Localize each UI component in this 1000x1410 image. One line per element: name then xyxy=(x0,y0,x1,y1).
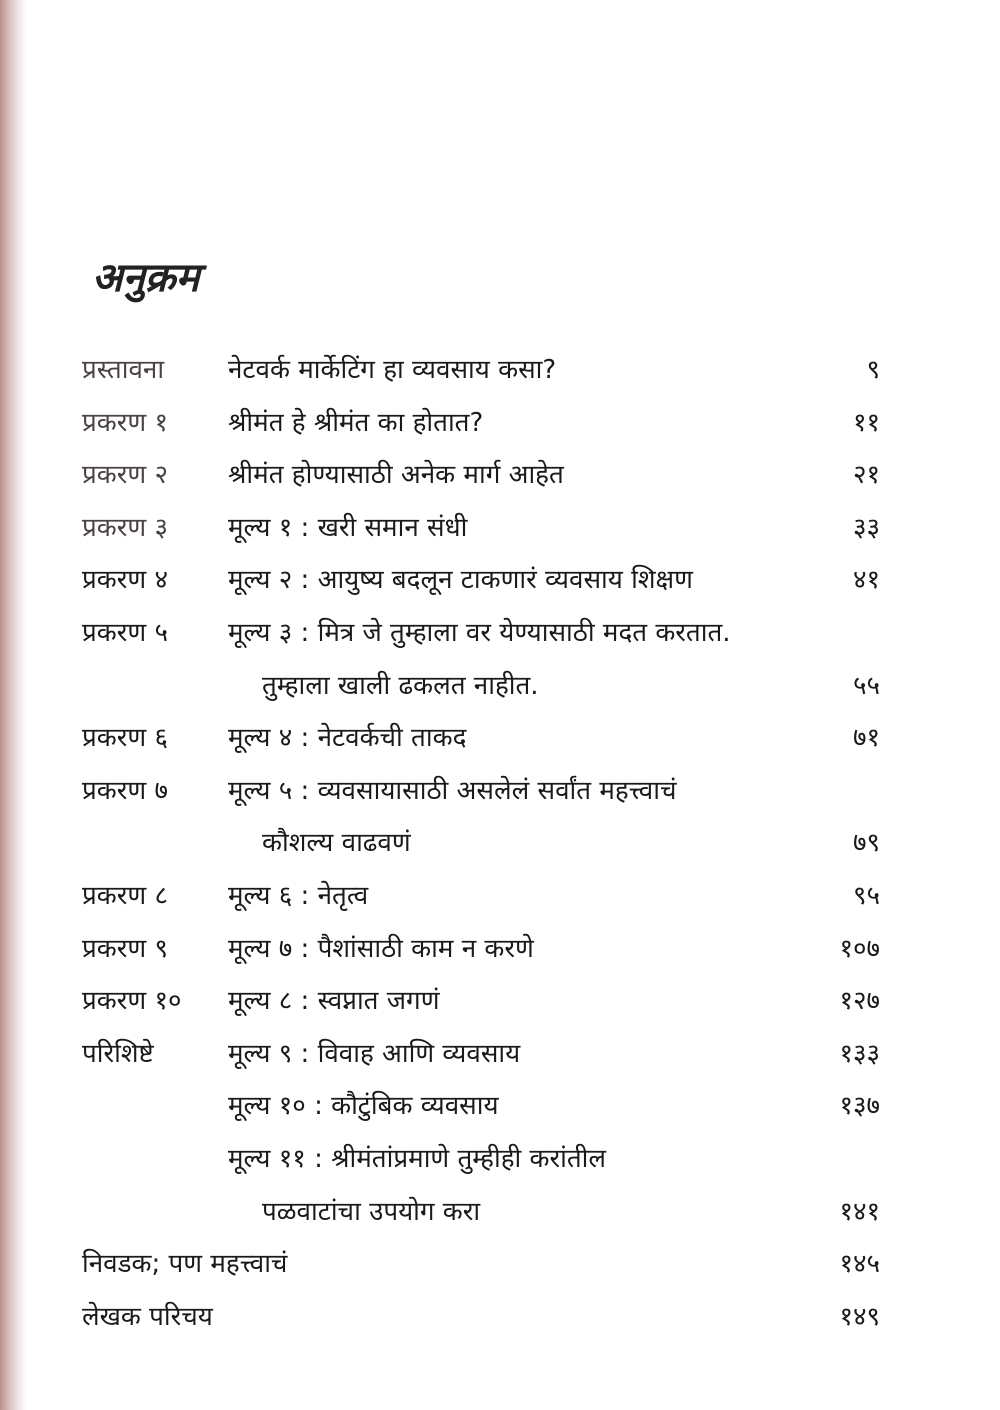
toc-title: मूल्य ५ : व्यवसायासाठी असलेलं सर्वांत महत्त्वाचं xyxy=(228,775,677,806)
toc-title: मूल्य १ : खरी समान संधी xyxy=(228,512,468,543)
toc-page-number: १३७ xyxy=(839,1091,880,1122)
toc-row-chapter-2 xyxy=(0,455,1000,508)
toc-title-continuation: कौशल्य वाढवणं xyxy=(262,828,411,859)
toc-page-number: ४१ xyxy=(852,565,880,596)
toc-label: प्रकरण १ xyxy=(82,407,168,438)
toc-label: प्रकरण ७ xyxy=(82,775,168,806)
toc-row-chapter-5-continued xyxy=(0,666,1000,719)
toc-title: लेखक परिचय xyxy=(82,1301,213,1332)
toc-title: श्रीमंत होण्यासाठी अनेक मार्ग आहेत xyxy=(228,460,564,491)
toc-row-chapter-1 xyxy=(0,403,1000,456)
toc-row-preface xyxy=(0,350,1000,403)
toc-heading: अनुक्रम xyxy=(92,254,200,301)
toc-row-chapter-8 xyxy=(0,876,1000,929)
toc-page-number: ३३ xyxy=(852,512,880,543)
toc-title: श्रीमंत हे श्रीमंत का होतात? xyxy=(228,407,484,438)
toc-row-chapter-7 xyxy=(0,771,1000,824)
toc-title: मूल्य ८ : स्वप्नात जगणं xyxy=(228,986,440,1017)
toc-label: प्रकरण ४ xyxy=(82,565,168,596)
toc-title: मूल्य १० : कौटुंबिक व्यवसाय xyxy=(228,1091,499,1122)
toc-title: मूल्य ३ : मित्र जे तुम्हाला वर येण्यासाठी मदत करतात. xyxy=(228,617,731,648)
toc-page-number: १३३ xyxy=(839,1038,880,1069)
toc-page-number: १४१ xyxy=(839,1196,880,1227)
toc-title: निवडक; पण महत्त्वाचं xyxy=(82,1249,288,1280)
toc-page-number: ७१ xyxy=(852,723,880,754)
toc-title: मूल्य २ : आयुष्य बदलून टाकणारं व्यवसाय शिक्षण xyxy=(228,565,693,596)
toc-title: मूल्य ९ : विवाह आणि व्यवसाय xyxy=(228,1038,521,1069)
toc-row-selected-notes xyxy=(0,1244,1000,1297)
toc-label: प्रकरण २ xyxy=(82,460,168,491)
toc-label: परिशिष्टे xyxy=(82,1038,154,1069)
toc-title-continuation: तुम्हाला खाली ढकलत नाहीत. xyxy=(262,670,539,701)
toc-row-chapter-10 xyxy=(0,981,1000,1034)
toc-page-number: ११ xyxy=(852,407,880,438)
toc-label: प्रकरण १० xyxy=(82,986,182,1017)
toc-page-number: २१ xyxy=(852,460,880,491)
toc-row-value-10 xyxy=(0,1086,1000,1139)
toc-page-number: ७९ xyxy=(852,828,880,859)
toc-page-number: ९ xyxy=(866,355,880,385)
toc-page-number: १४९ xyxy=(839,1301,880,1332)
toc-title: नेटवर्क मार्केटिंग हा व्यवसाय कसा? xyxy=(228,355,557,385)
toc-row-chapter-5 xyxy=(0,613,1000,666)
toc-label: प्रकरण ८ xyxy=(82,880,168,911)
table-of-contents xyxy=(0,350,1000,1349)
toc-row-value-11-continued xyxy=(0,1192,1000,1245)
toc-page-number: १२७ xyxy=(839,986,880,1017)
toc-row-chapter-7-continued xyxy=(0,823,1000,876)
toc-row-chapter-3 xyxy=(0,508,1000,561)
toc-label: प्रकरण ३ xyxy=(82,512,168,543)
toc-title: मूल्य ११ : श्रीमंतांप्रमाणे तुम्हीही करांतील xyxy=(228,1143,607,1174)
toc-label: प्रकरण ६ xyxy=(82,723,168,754)
toc-page-number: ९५ xyxy=(852,880,880,911)
toc-label: प्रस्तावना xyxy=(82,355,165,385)
toc-label: प्रकरण ५ xyxy=(82,617,168,648)
toc-title-continuation: पळवाटांचा उपयोग करा xyxy=(262,1196,481,1227)
toc-row-value-11 xyxy=(0,1139,1000,1192)
toc-page-number: १०७ xyxy=(839,933,880,964)
toc-row-chapter-9 xyxy=(0,929,1000,982)
toc-title: मूल्य ४ : नेटवर्कची ताकद xyxy=(228,723,467,754)
toc-row-chapter-6 xyxy=(0,718,1000,771)
toc-label: प्रकरण ९ xyxy=(82,933,168,964)
toc-row-author-intro xyxy=(0,1297,1000,1350)
toc-row-chapter-4 xyxy=(0,560,1000,613)
toc-row-appendix xyxy=(0,1034,1000,1087)
toc-title: मूल्य ७ : पैशांसाठी काम न करणे xyxy=(228,933,534,964)
toc-page-number: ५५ xyxy=(852,670,880,701)
toc-title: मूल्य ६ : नेतृत्व xyxy=(228,880,369,911)
toc-page-number: १४५ xyxy=(839,1249,880,1280)
